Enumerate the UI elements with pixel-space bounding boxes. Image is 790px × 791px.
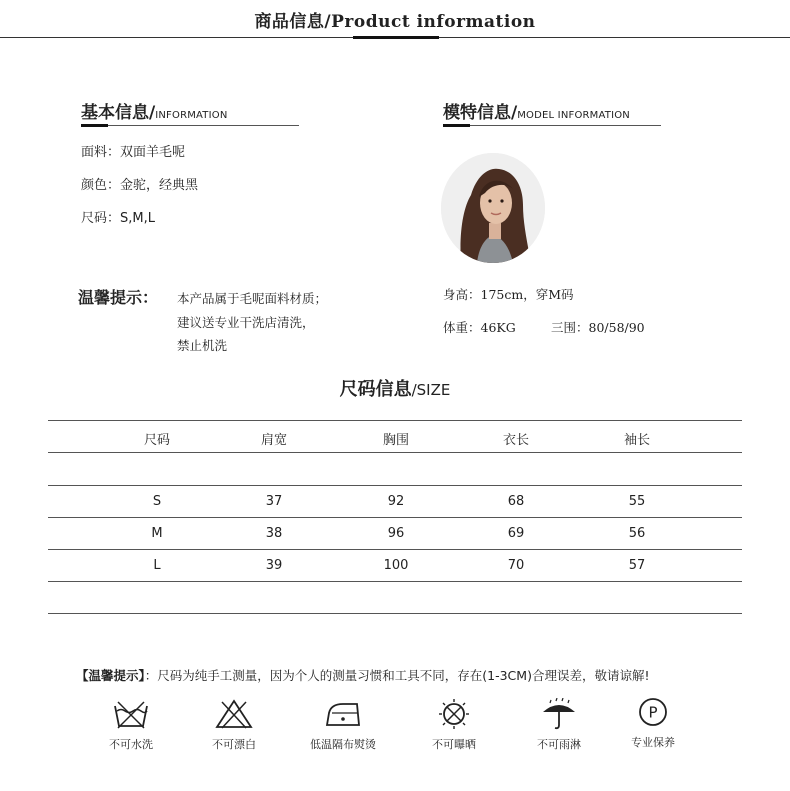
header-divider-accent — [353, 36, 439, 39]
table-rule — [48, 613, 742, 614]
model-info-rule — [443, 125, 661, 126]
header-length: 衣长 — [502, 433, 529, 448]
table-rule — [48, 581, 742, 582]
model-info-rule-accent — [443, 124, 470, 127]
no-wash-icon — [111, 698, 151, 730]
measurement-note — [76, 666, 649, 684]
table-cell: M — [151, 526, 163, 541]
table-cell: 37 — [265, 494, 283, 509]
basic-info-rule-accent — [81, 124, 108, 127]
table-cell: 92 — [387, 494, 405, 509]
measurement-note-text: ：尺码为纯手工测量，因为个人的测量习惯和工具不同，存在(1-3CM)合理误差，敬请谅解! — [144, 668, 650, 683]
model-info-heading: 模特信息 / MODEL INFORMATION — [443, 98, 630, 123]
table-cell: 70 — [507, 558, 525, 573]
table-cell: 96 — [387, 526, 405, 541]
fabric-info: 面料：双面羊毛呢 — [81, 145, 186, 160]
table-cell: 57 — [628, 558, 646, 573]
size-info: 尺码：S,M,L — [81, 211, 155, 226]
basic-info-title-cn: 基本信息 — [81, 103, 149, 123]
table-cell: 56 — [628, 526, 646, 541]
table-cell: 69 — [507, 526, 525, 541]
model-info-title-cn: 模特信息 — [443, 103, 511, 123]
color-info: 颜色：金驼，经典黑 — [81, 178, 199, 193]
basic-info-title-en: INFORMATION — [155, 110, 228, 121]
table-rule — [48, 485, 742, 486]
table-cell: L — [153, 558, 161, 573]
care-tip-line-1: 本产品属于毛呢面料材质； — [177, 291, 328, 306]
table-cell: 68 — [507, 494, 525, 509]
table-rule — [48, 517, 742, 518]
care-label: 不可漂白 — [212, 738, 256, 751]
no-sun-icon — [434, 698, 474, 730]
size-title-cn: 尺码信息 — [339, 379, 412, 400]
table-rule — [48, 420, 742, 421]
table-rule — [48, 549, 742, 550]
care-label: 不可曝晒 — [432, 738, 476, 751]
model-photo — [441, 153, 545, 263]
size-title-en: /SIZE — [411, 381, 451, 399]
care-tip-line-2: 建议送专业干洗店清洗， — [177, 315, 315, 330]
table-cell: 100 — [383, 558, 409, 573]
no-bleach-icon — [214, 698, 254, 730]
basic-info-rule — [81, 125, 299, 126]
header-chest: 胸围 — [382, 433, 409, 448]
table-cell: 39 — [265, 558, 283, 573]
measurement-note-label: 【温馨提示】 — [76, 668, 145, 683]
low-iron-icon — [323, 698, 363, 730]
care-tip-line-3: 禁止机洗 — [177, 338, 228, 353]
table-rule — [48, 452, 742, 453]
svg-text:P: P — [648, 703, 658, 722]
model-height: 身高：175cm，穿M码 — [443, 287, 574, 302]
table-cell: S — [152, 494, 162, 509]
table-cell: 55 — [628, 494, 646, 509]
size-section-title — [0, 375, 790, 401]
header-sleeve: 袖长 — [623, 433, 650, 448]
care-label: 专业保养 — [631, 736, 675, 749]
page-title: 商品信息/Product information — [254, 12, 536, 32]
care-label: 低温隔布熨烫 — [310, 738, 376, 751]
care-label: 不可雨淋 — [537, 738, 581, 751]
care-label: 不可水洗 — [109, 738, 153, 751]
model-info-title-en: MODEL INFORMATION — [517, 110, 630, 121]
model-measurements: 三围：80/58/90 — [551, 320, 645, 335]
basic-info-heading: 基本信息 / INFORMATION — [81, 98, 228, 123]
header-shoulder: 肩宽 — [260, 433, 287, 448]
no-rain-icon — [539, 698, 579, 730]
header-size: 尺码 — [143, 433, 170, 448]
professional-care-icon — [633, 696, 673, 728]
care-tip-label: 温馨提示： — [78, 288, 159, 307]
model-weight: 体重：46KG — [443, 320, 516, 335]
table-cell: 38 — [265, 526, 283, 541]
